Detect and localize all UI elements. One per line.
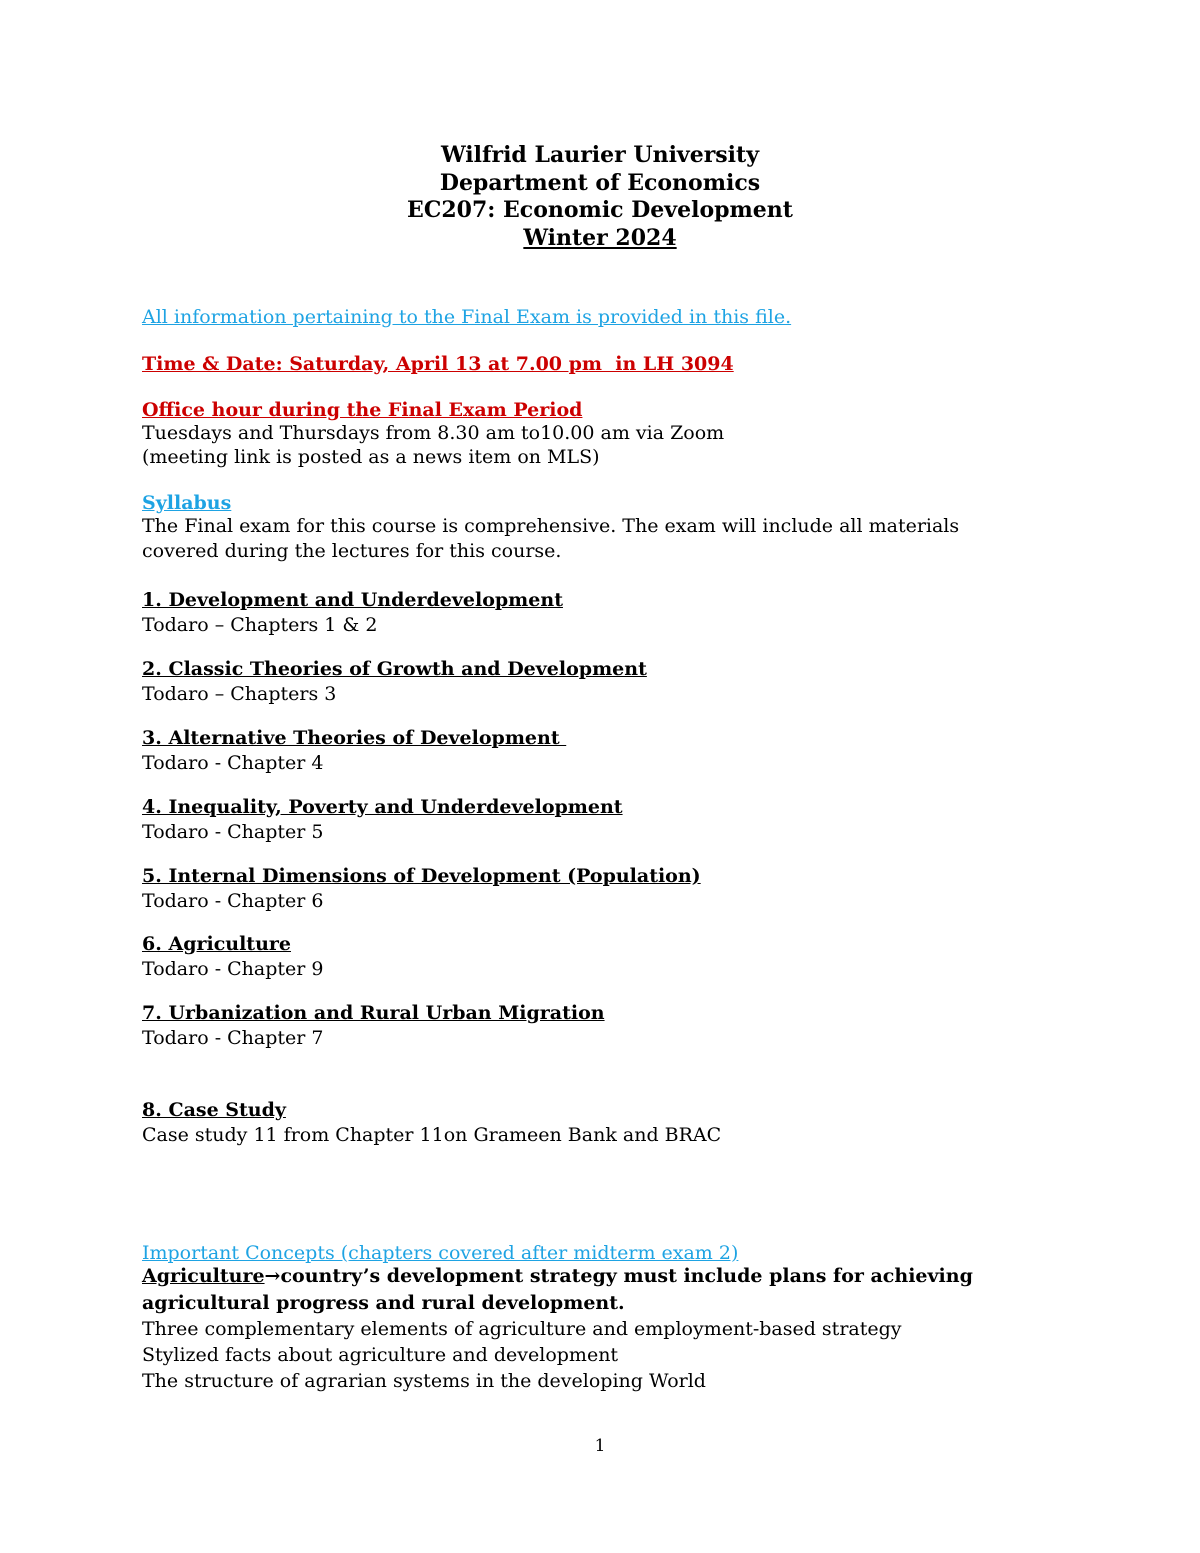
- topic-reading: Todaro – Chapters 3: [142, 683, 337, 705]
- topic-1: [142, 588, 563, 638]
- university-name: Wilfrid Laurier University: [440, 142, 759, 168]
- agriculture-statement-line-1: [142, 1264, 973, 1289]
- topic-title: 7. Urbanization and Rural Urban Migration: [142, 1002, 605, 1024]
- syllabus-line-1: The Final exam for this course is comprehensive. The exam will include all materials: [142, 515, 960, 537]
- topic-reading: Todaro - Chapter 5: [142, 821, 324, 843]
- topic-6: [142, 932, 324, 982]
- agriculture-statement-line-2: agricultural progress and rural development.: [142, 1292, 625, 1314]
- topic-4: [142, 795, 623, 845]
- office-hour-line-2: (meeting link is posted as a news item on MLS): [142, 446, 600, 468]
- topic-title: 3. Alternative Theories of Development: [142, 727, 567, 749]
- exam-time-date: Time & Date: Saturday, April 13 at 7.00 pm in LH 3094: [142, 353, 734, 375]
- topic-reading: Todaro - Chapter 6: [142, 890, 324, 912]
- topic-reading: Case study 11 from Chapter 11on Grameen Bank and BRAC: [142, 1124, 722, 1146]
- topic-5: [142, 864, 701, 914]
- topic-title: 6. Agriculture: [142, 933, 291, 955]
- agriculture-term: Agriculture: [142, 1265, 265, 1287]
- concept-item-2: Stylized facts about agriculture and development: [142, 1344, 619, 1366]
- syllabus-heading[interactable]: Syllabus: [142, 492, 232, 514]
- topic-title: 2. Classic Theories of Growth and Development: [142, 658, 647, 680]
- arrow-icon: →: [264, 1265, 281, 1287]
- final-exam-info-link[interactable]: All information pertaining to the Final Exam is provided in this file.: [142, 306, 792, 328]
- concept-item-3: The structure of agrarian systems in the developing World: [142, 1370, 706, 1392]
- topic-reading: Todaro - Chapter 4: [142, 752, 324, 774]
- topic-title: 5. Internal Dimensions of Development (Population): [142, 865, 701, 887]
- topic-reading: Todaro - Chapter 9: [142, 958, 324, 980]
- syllabus-line-2: covered during the lectures for this course.: [142, 540, 562, 562]
- document-header: [0, 142, 1200, 252]
- topic-title: 1. Development and Underdevelopment: [142, 589, 563, 611]
- topic-3: [142, 726, 566, 776]
- department-name: Department of Economics: [439, 169, 761, 196]
- office-hour-heading: Office hour during the Final Exam Period: [142, 399, 583, 421]
- important-concepts-heading[interactable]: Important Concepts (chapters covered after midterm exam 2): [142, 1242, 739, 1264]
- topic-8: [142, 1098, 721, 1148]
- agriculture-text-1: country’s development strategy must include plans for achieving: [280, 1265, 973, 1287]
- course-title: EC207: Economic Development: [407, 197, 793, 223]
- topic-2: [142, 657, 647, 707]
- term-label: Winter 2024: [523, 224, 677, 251]
- office-hour-line-1: Tuesdays and Thursdays from 8.30 am to10.00 am via Zoom: [142, 422, 725, 444]
- topic-7: [142, 1001, 605, 1051]
- concept-item-1: Three complementary elements of agriculture and employment-based strategy: [142, 1318, 902, 1340]
- topic-title: 8. Case Study: [142, 1099, 286, 1121]
- page-number: 1: [594, 1436, 606, 1456]
- topic-reading: Todaro – Chapters 1 & 2: [142, 614, 378, 636]
- topic-title: 4. Inequality, Poverty and Underdevelopment: [142, 796, 623, 818]
- topic-reading: Todaro - Chapter 7: [142, 1027, 324, 1049]
